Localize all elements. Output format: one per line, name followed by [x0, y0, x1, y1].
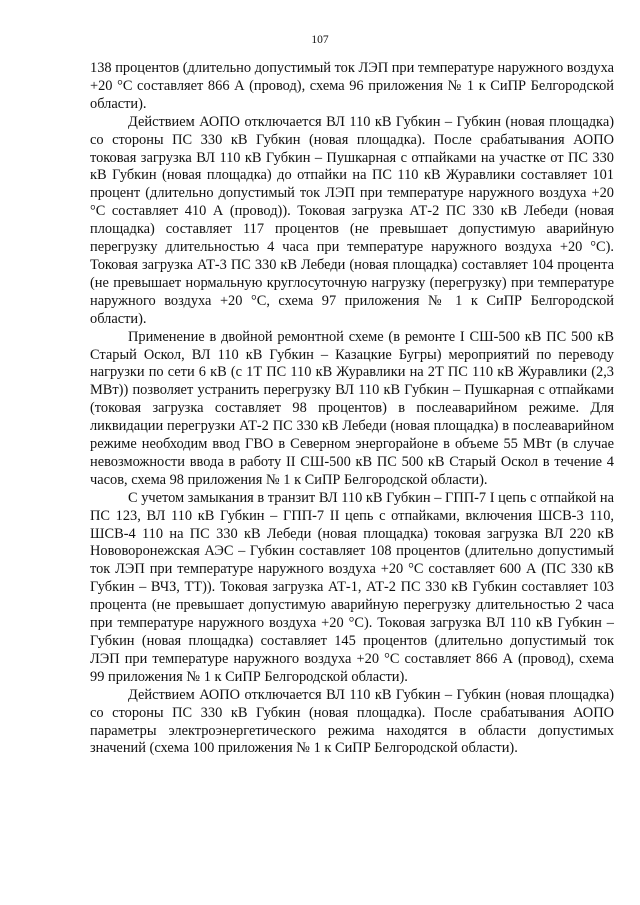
- paragraph-continuation: 138 процентов (длительно допустимый ток ЛЭП при температуре наружного воздуха +20 °С составляет 866 А (провод), схема 96 приложения № 1 к СиПР Белгородской области).: [90, 60, 614, 112]
- page-number: 107: [311, 34, 329, 46]
- paragraph-aopo-action-1: Действием АОПО отключается ВЛ 110 кВ Губкин – Губкин (новая площадка) со стороны ПС 330 кВ Губкин (новая площадка). После срабатывания АОПО токовая загрузка ВЛ 110 кВ Губкин – Пушкарная с отпайками на участке от ПС 330 кВ Губкин (новая площадка) до отпайки на ПС 110 кВ Журавлики составляет 101 процент (длительно допустимый ток ЛЭП при температуре наружного воздуха +20 °С составляет 410 А (провод)). Токовая загрузка АТ-2 ПС 330 кВ Лебеди (новая площадка) составляет 117 процентов (не превышает допустимую аварийную перегрузку длительностью 4 часа при температуре наружного воздуха +20 °С). Токовая загрузка АТ-3 ПС 330 кВ Лебеди (новая площадка) составляет 104 процента (не превышает нормальную круглосуточную нагрузку (перегрузку) при температуре наружного воздуха +20 °С, схема 97 приложения № 1 к СиПР Белгородской области).: [90, 113, 614, 327]
- paragraph-transit-closure: С учетом замыкания в транзит ВЛ 110 кВ Губкин – ГПП-7 I цепь с отпайкой на ПС 123, ВЛ 110 кВ Губкин – ГПП-7 II цепь с отпайками, включения ШСВ-3 110, ШСВ-4 110 на ПС 330 кВ Лебеди (новая площадка) токовая загрузка ВЛ 220 кВ Нововоронежская АЭС – Губкин составляет 108 процентов (длительно допустимый ток ЛЭП при температуре наружного воздуха +20 °С составляет 600 А (ПС 330 кВ Губкин – ВЧЗ, ТТ)). Токовая загрузка АТ-1, АТ-2 ПС 330 кВ Губкин составляет 103 процента (не превышает допустимую аварийную перегрузку длительностью 2 часа при температуре наружного воздуха +20 °С). Токовая загрузка ВЛ 110 кВ Губкин – Губкин (новая площадка) составляет 145 процентов (длительно допустимый ток ЛЭП при температуре наружного воздуха +20 °С составляет 866 А (провод), схема 99 приложения № 1 к СиПР Белгородской области).: [90, 489, 614, 685]
- paragraph-aopo-action-2: Действием АОПО отключается ВЛ 110 кВ Губкин – Губкин (новая площадка) со стороны ПС 330 кВ Губкин (новая площадка). После срабатывания АОПО параметры электроэнергетического режима находятся в области допустимых значений (схема 100 приложения № 1 к СиПР Белгородской области).: [90, 686, 614, 757]
- document-body: [90, 60, 614, 758]
- paragraph-double-repair-scheme: Применение в двойной ремонтной схеме (в ремонте I СШ-500 кВ ПС 500 кВ Старый Оскол, ВЛ 110 кВ Губкин – Казацкие Бугры) мероприятий по переводу нагрузки по сети 6 кВ (с 1Т ПС 110 кВ Журавлики на 2Т ПС 110 кВ Журавлики (2,3 МВт)) позволяет устранить перегрузку ВЛ 110 кВ Губкин – Пушкарная с отпайками (токовая загрузка составляет 98 процентов) в послеаварийном режиме. Для ликвидации перегрузки АТ-2 ПС 330 кВ Лебеди (новая площадка) в послеаварийном режиме необходим ввод ГВО в Северном энергорайоне в объеме 55 МВт (в случае невозможности ввода в работу II СШ-500 кВ ПС 500 кВ Старый Оскол в течение 4 часов, схема 98 приложения № 1 к СиПР Белгородской области).: [90, 328, 614, 488]
